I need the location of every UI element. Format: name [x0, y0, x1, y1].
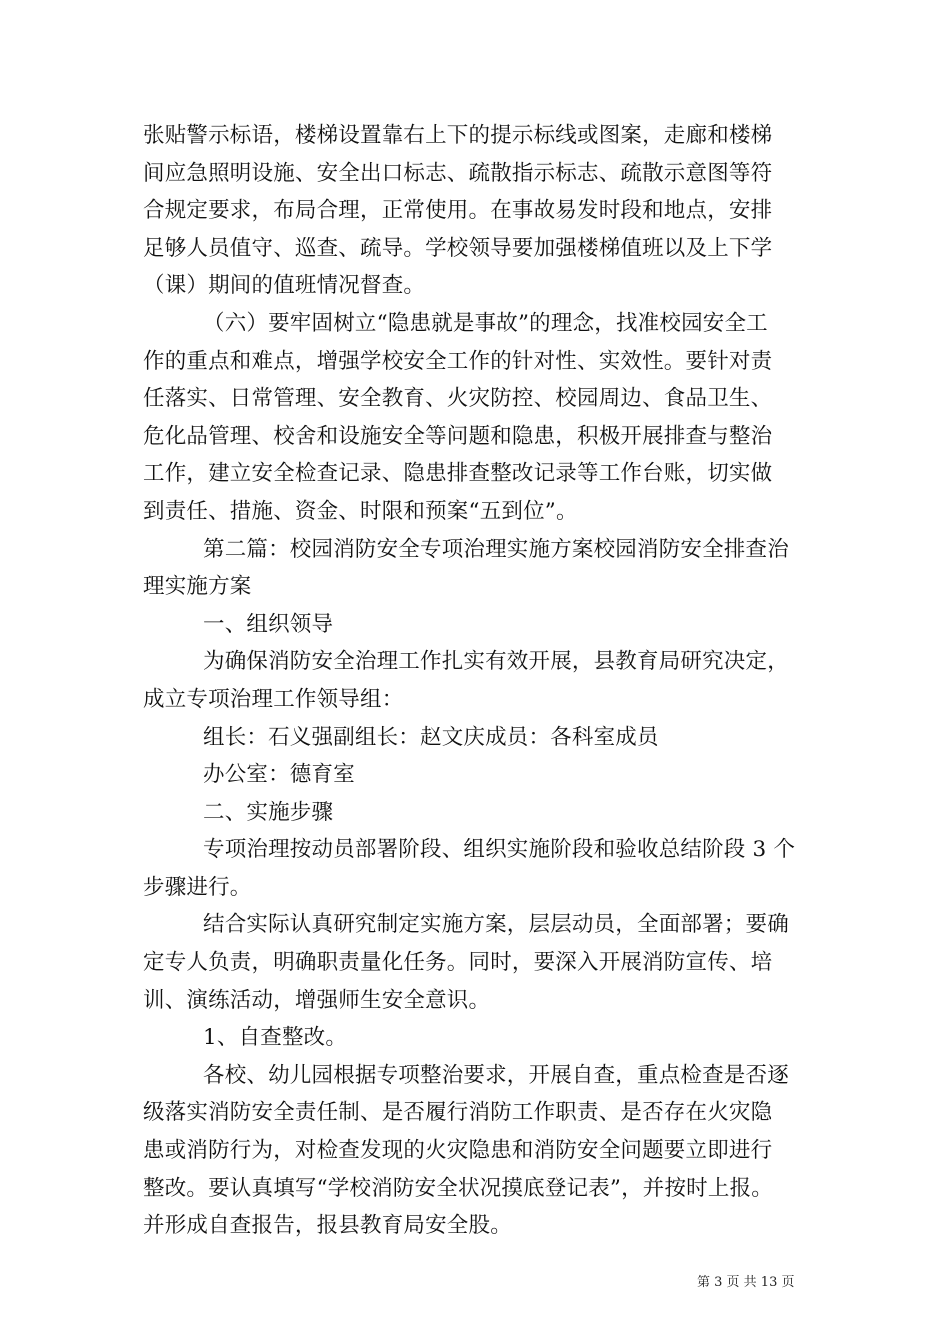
text-line: 步骤进行。	[143, 874, 252, 900]
text-line: 定专人负责，明确职责量化任务。同时，要深入开展消防宣传、培	[143, 950, 773, 976]
text-line: 合规定要求，布局合理，正常使用。在事故易发时段和地点，安排	[143, 198, 773, 224]
section-heading: 第二篇：校园消防安全专项治理实施方案校园消防安全排查治	[203, 536, 789, 562]
text-line: 级落实消防安全责任制、是否履行消防工作职责、是否存在火灾隐	[143, 1100, 773, 1126]
text-line: 办公室：德育室	[203, 762, 355, 788]
text-line: 作的重点和难点，增强学校安全工作的针对性、实效性。要针对责	[143, 348, 773, 374]
text-line: 并形成自查报告，报县教育局安全股。	[143, 1213, 512, 1239]
text-line: 张贴警示标语，楼梯设置靠右上下的提示标线或图案，走廊和楼梯	[143, 123, 773, 148]
page-number-footer: 第 3 页 共 13 页	[697, 1275, 795, 1290]
document-body	[143, 117, 813, 1245]
text-line: 训、演练活动，增强师生安全意识。	[143, 987, 491, 1013]
text-line: 任落实、日常管理、安全教育、火灾防控、校园周边、食品卫生、	[143, 386, 773, 412]
text-line: （六）要牢固树立“隐患就是事故”的理念，找准校园安全工	[203, 310, 768, 336]
text-line: 足够人员值守、巡查、疏导。学校领导要加强楼梯值班以及上下学	[143, 235, 773, 261]
text-line: 组长：石义强副组长：赵文庆成员：各科室成员	[203, 724, 659, 750]
section-heading: 理实施方案	[143, 574, 252, 600]
text-line: 工作，建立安全检查记录、隐患排查整改记录等工作台账，切实做	[143, 461, 773, 487]
text-line: 到责任、措施、资金、时限和预案“五到位”。	[143, 498, 578, 524]
subsection-heading: 一、组织领导	[203, 611, 334, 637]
text-line: 结合实际认真研究制定实施方案，层层动员，全面部署；要确	[203, 912, 789, 938]
text-line: 成立专项治理工作领导组：	[143, 686, 404, 712]
text-line: 专项治理按动员部署阶段、组织实施阶段和验收总结阶段 3 个	[203, 837, 796, 863]
subsection-heading: 1、自查整改。	[203, 1025, 348, 1051]
text-line: 患或消防行为，对检查发现的火灾隐患和消防安全问题要立即进行	[143, 1138, 773, 1164]
text-line: 间应急照明设施、安全出口标志、疏散指示标志、疏散示意图等符	[143, 160, 773, 186]
text-line: 危化品管理、校舍和设施安全等问题和隐患，积极开展排查与整治	[143, 423, 773, 449]
text-line: 为确保消防安全治理工作扎实有效开展，县教育局研究决定，	[203, 649, 789, 675]
text-line: （课）期间的值班情况督查。	[143, 273, 426, 299]
text-line: 各校、幼儿园根据专项整治要求，开展自查，重点检查是否逐	[203, 1062, 789, 1088]
subsection-heading: 二、实施步骤	[203, 799, 334, 825]
text-line: 整改。要认真填写“学校消防安全状况摸底登记表”，并按时上报。	[143, 1175, 773, 1201]
